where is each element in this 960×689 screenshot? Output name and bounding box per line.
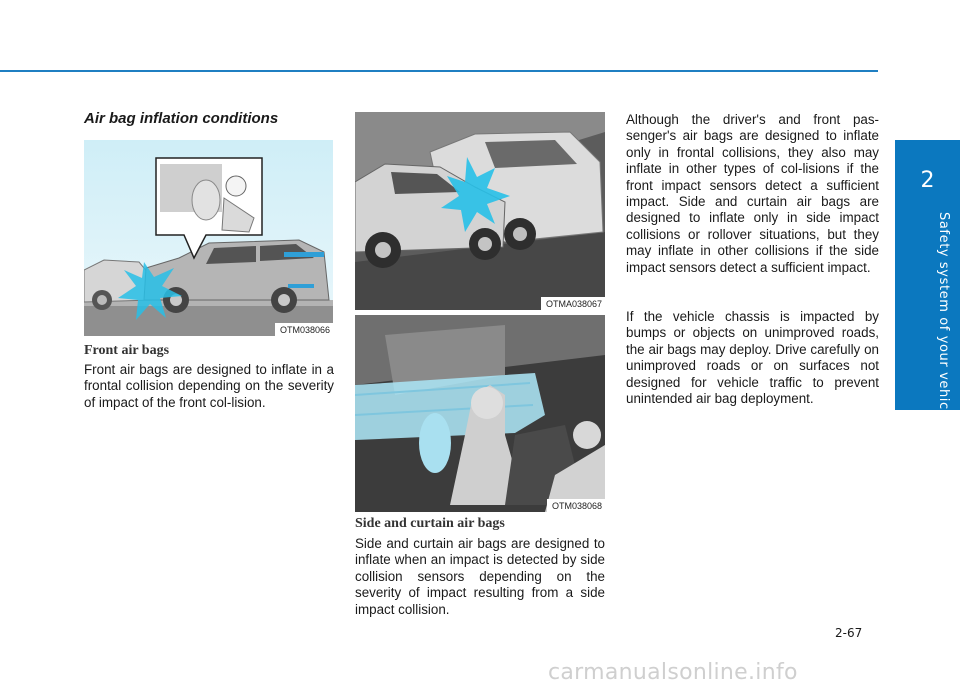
right-column-paragraph-2: If the vehicle chassis is impacted by bumps or objects on unimproved roads, the air bags may deploy. Drive carefully on unimproved roads or on surfaces not designed for vehicle traffic to prevent unintended air bag deployment. [626, 309, 879, 407]
curtain-airbag-illustration [355, 315, 605, 512]
front-collision-figure [84, 140, 333, 336]
figure-code: OTM038068 [547, 499, 605, 512]
figure-code: OTMA038067 [541, 297, 605, 310]
front-collision-illustration [84, 140, 333, 336]
figure-code: OTM038066 [275, 323, 333, 336]
chapter-number: 2 [920, 168, 935, 193]
right-column-paragraph-1: Although the driver's and front pas-senger's air bags are designed to inflate only in frontal collisions, they also may inflate in other types of col-lisions if the front impact sensors detect a sufficient impact. Side and curtain air bags are designed to inflate only in side impact collisions or rollover situations, but they may inflate in other collisions if the side impact sensors detect a sufficient impact. [626, 112, 879, 275]
watermark: carmanualsonline.info [548, 660, 798, 685]
side-collision-illustration [355, 112, 605, 310]
side-curtain-airbags-heading: Side and curtain air bags [355, 516, 505, 531]
chapter-tab[interactable] [895, 140, 960, 423]
front-airbags-heading: Front air bags [84, 343, 170, 358]
front-airbags-text: Front air bags are designed to inflate in a frontal collision depending on the severity of impact of the front col-lision. [84, 362, 334, 410]
side-curtain-airbags-text: Side and curtain air bags are designed to inflate when an impact is detected by side collision sensors depending on the severity of impact resulting from a side impact collision. [355, 536, 605, 617]
chapter-title: Safety system of your vehicle [936, 212, 951, 423]
curtain-airbag-figure [355, 315, 605, 512]
page-number: 2-67 [835, 626, 863, 640]
header-rule [0, 70, 878, 72]
side-collision-figure [355, 112, 605, 310]
section-heading: Air bag inflation conditions [84, 110, 279, 127]
